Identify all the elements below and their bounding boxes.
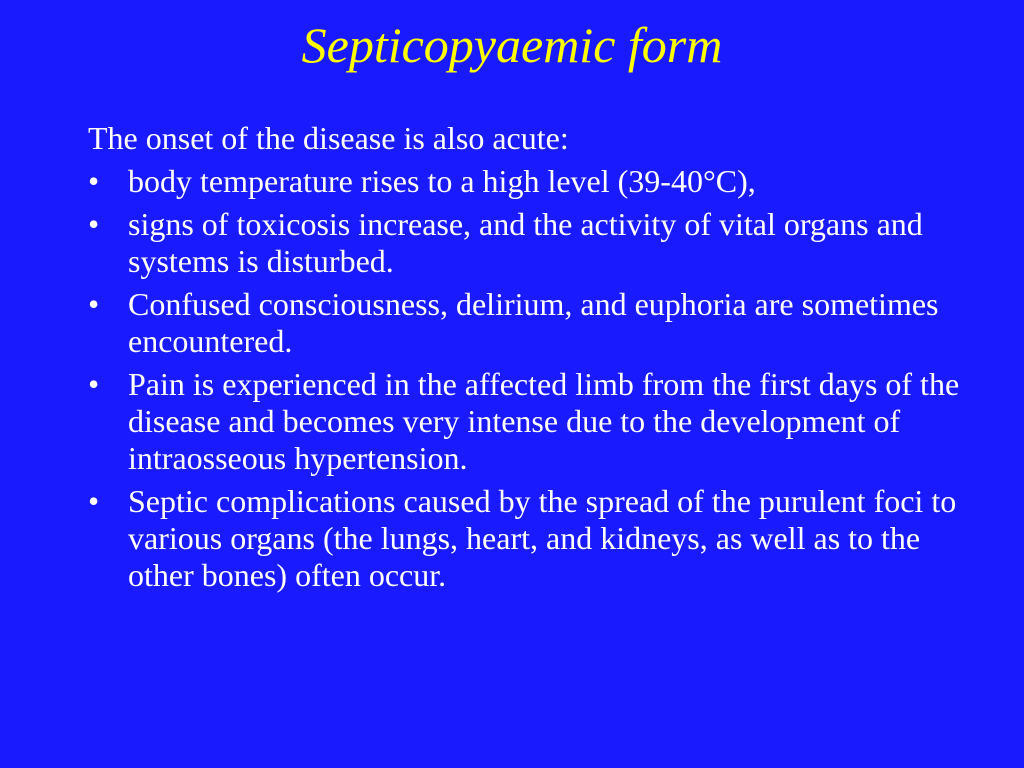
slide-body <box>88 120 968 600</box>
slide-title: Septicopyaemic form <box>301 17 723 73</box>
bullet-item <box>88 366 968 477</box>
bullet-icon: • <box>88 483 100 519</box>
bullet-text: Septic complications caused by the spread of the purulent foci to various organs (the lungs, heart, and kidneys, as well as to the other bones) often occur. <box>128 483 957 593</box>
bullet-item <box>88 483 968 594</box>
bullet-icon: • <box>88 286 100 322</box>
bullet-text: Pain is experienced in the affected limb from the first days of the disease and becomes very intense due to the development of intraosseous hypertension. <box>128 366 960 476</box>
bullet-text: signs of toxicosis increase, and the activity of vital organs and systems is disturbed. <box>128 206 923 279</box>
bullet-icon: • <box>88 206 100 242</box>
bullet-icon: • <box>88 366 100 402</box>
bullet-item <box>88 163 968 200</box>
bullet-text: Confused consciousness, delirium, and euphoria are sometimes encountered. <box>128 286 939 359</box>
bullet-item <box>88 206 968 280</box>
bullet-list <box>88 163 968 594</box>
bullet-text: body temperature rises to a high level (39-40°C), <box>128 163 756 199</box>
bullet-icon: • <box>88 163 100 199</box>
intro-text: The onset of the disease is also acute: <box>88 120 569 156</box>
bullet-item <box>88 286 968 360</box>
